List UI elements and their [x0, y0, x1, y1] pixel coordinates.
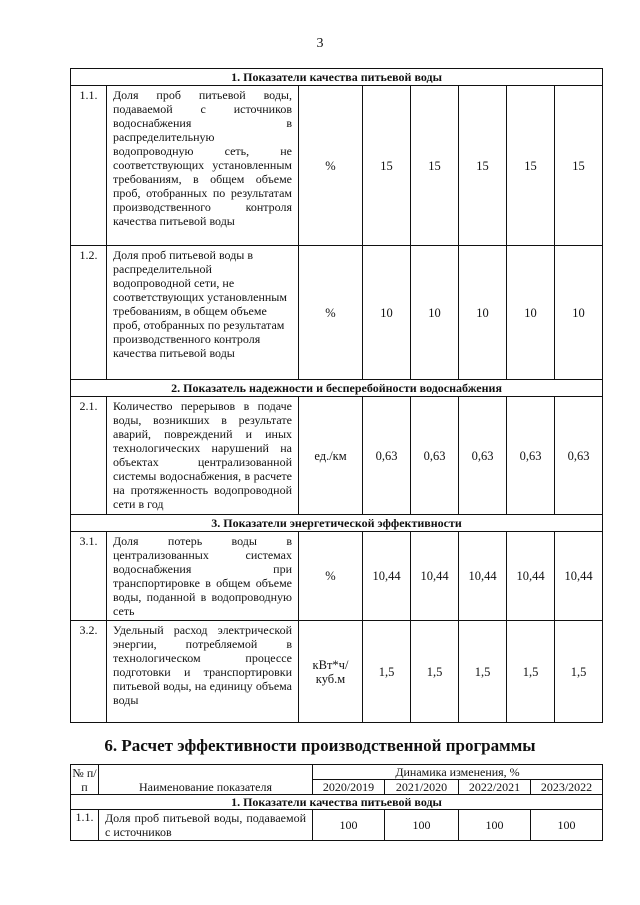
- value-cell: 10,44: [363, 532, 411, 621]
- value-cell: 10: [411, 246, 459, 380]
- section-6-heading: 6. Расчет эффективности производственной программы: [104, 736, 536, 755]
- unit-cell: %: [299, 86, 363, 246]
- value-cell: 100: [531, 810, 603, 841]
- value-cell: 0,63: [363, 397, 411, 515]
- period-header: 2020/2019: [313, 780, 385, 795]
- value-cell: 0,63: [459, 397, 507, 515]
- indicator-name: Удельный расход электрической энергии, потребляемой в технологическом процессе подготовки и транспортировки питьевой воды, на единицу объема воды: [107, 621, 299, 723]
- indicator-name: Доля проб питьевой воды в распределительной водопроводной сети, не соответствующих установленным требованиям, в общем объеме проб, отобранных по результатам производственного контроля качества питьевой воды: [107, 246, 299, 380]
- value-cell: 15: [507, 86, 555, 246]
- value-cell: 0,63: [411, 397, 459, 515]
- value-cell: 0,63: [507, 397, 555, 515]
- value-cell: 100: [459, 810, 531, 841]
- value-cell: 1,5: [507, 621, 555, 723]
- indicator-name: Доля проб питьевой воды, подаваемой с источников: [99, 810, 313, 841]
- row-number: 3.2.: [71, 621, 107, 723]
- value-cell: 1,5: [555, 621, 603, 723]
- value-cell: 15: [411, 86, 459, 246]
- indicators-table: [70, 68, 603, 723]
- unit-cell: кВт*ч/ куб.м: [299, 621, 363, 723]
- indicator-name: Доля проб питьевой воды, подаваемой с источников водоснабжения в распределительную водопроводную сеть, не соответствующих установленным требованиям, в общем объеме проб, отобранных по результатам производственного контроля качества питьевой воды: [107, 86, 299, 246]
- period-header: 2021/2020: [385, 780, 459, 795]
- value-cell: 10: [555, 246, 603, 380]
- period-header: 2023/2022: [531, 780, 603, 795]
- value-cell: 1,5: [363, 621, 411, 723]
- row-number: 1.1.: [71, 86, 107, 246]
- column-header-dynamics: Динамика изменения, %: [313, 765, 603, 780]
- unit-cell: %: [299, 532, 363, 621]
- value-cell: 10: [363, 246, 411, 380]
- value-cell: 1,5: [459, 621, 507, 723]
- row-number: 2.1.: [71, 397, 107, 515]
- value-cell: 1,5: [411, 621, 459, 723]
- indicator-name: Количество перерывов в подаче воды, возникших в результате аварий, повреждений и иных технологических нарушений на объектах централизованной системы водоснабжения, в расчете на протяженность водопроводной сети в год: [107, 397, 299, 515]
- value-cell: 10: [459, 246, 507, 380]
- value-cell: 15: [459, 86, 507, 246]
- unit-cell: %: [299, 246, 363, 380]
- value-cell: 0,63: [555, 397, 603, 515]
- indicator-name: Доля потерь воды в централизованных системах водоснабжения при транспортировке в общем объеме воды, поданной в водопроводную сеть: [107, 532, 299, 621]
- value-cell: 100: [313, 810, 385, 841]
- value-cell: 10,44: [555, 532, 603, 621]
- period-header: 2022/2021: [459, 780, 531, 795]
- value-cell: 10,44: [459, 532, 507, 621]
- column-header-number: № п/п: [72, 765, 97, 794]
- column-header-name: Наименование показателя: [99, 765, 313, 795]
- value-cell: 100: [385, 810, 459, 841]
- row-number: 1.1.: [71, 810, 99, 841]
- value-cell: 10: [507, 246, 555, 380]
- value-cell: 10,44: [411, 532, 459, 621]
- row-number: 3.1.: [71, 532, 107, 621]
- section-title: 3. Показатели энергетической эффективности: [71, 515, 603, 532]
- efficiency-table: [70, 764, 603, 841]
- section-title: 1. Показатели качества питьевой воды: [71, 69, 603, 86]
- unit-cell: ед./км: [299, 397, 363, 515]
- value-cell: 10,44: [507, 532, 555, 621]
- value-cell: 15: [363, 86, 411, 246]
- section-title: 2. Показатель надежности и бесперебойности водоснабжения: [71, 380, 603, 397]
- value-cell: 15: [555, 86, 603, 246]
- page-number: 3: [316, 36, 324, 51]
- row-number: 1.2.: [71, 246, 107, 380]
- section-title: 1. Показатели качества питьевой воды: [71, 795, 603, 810]
